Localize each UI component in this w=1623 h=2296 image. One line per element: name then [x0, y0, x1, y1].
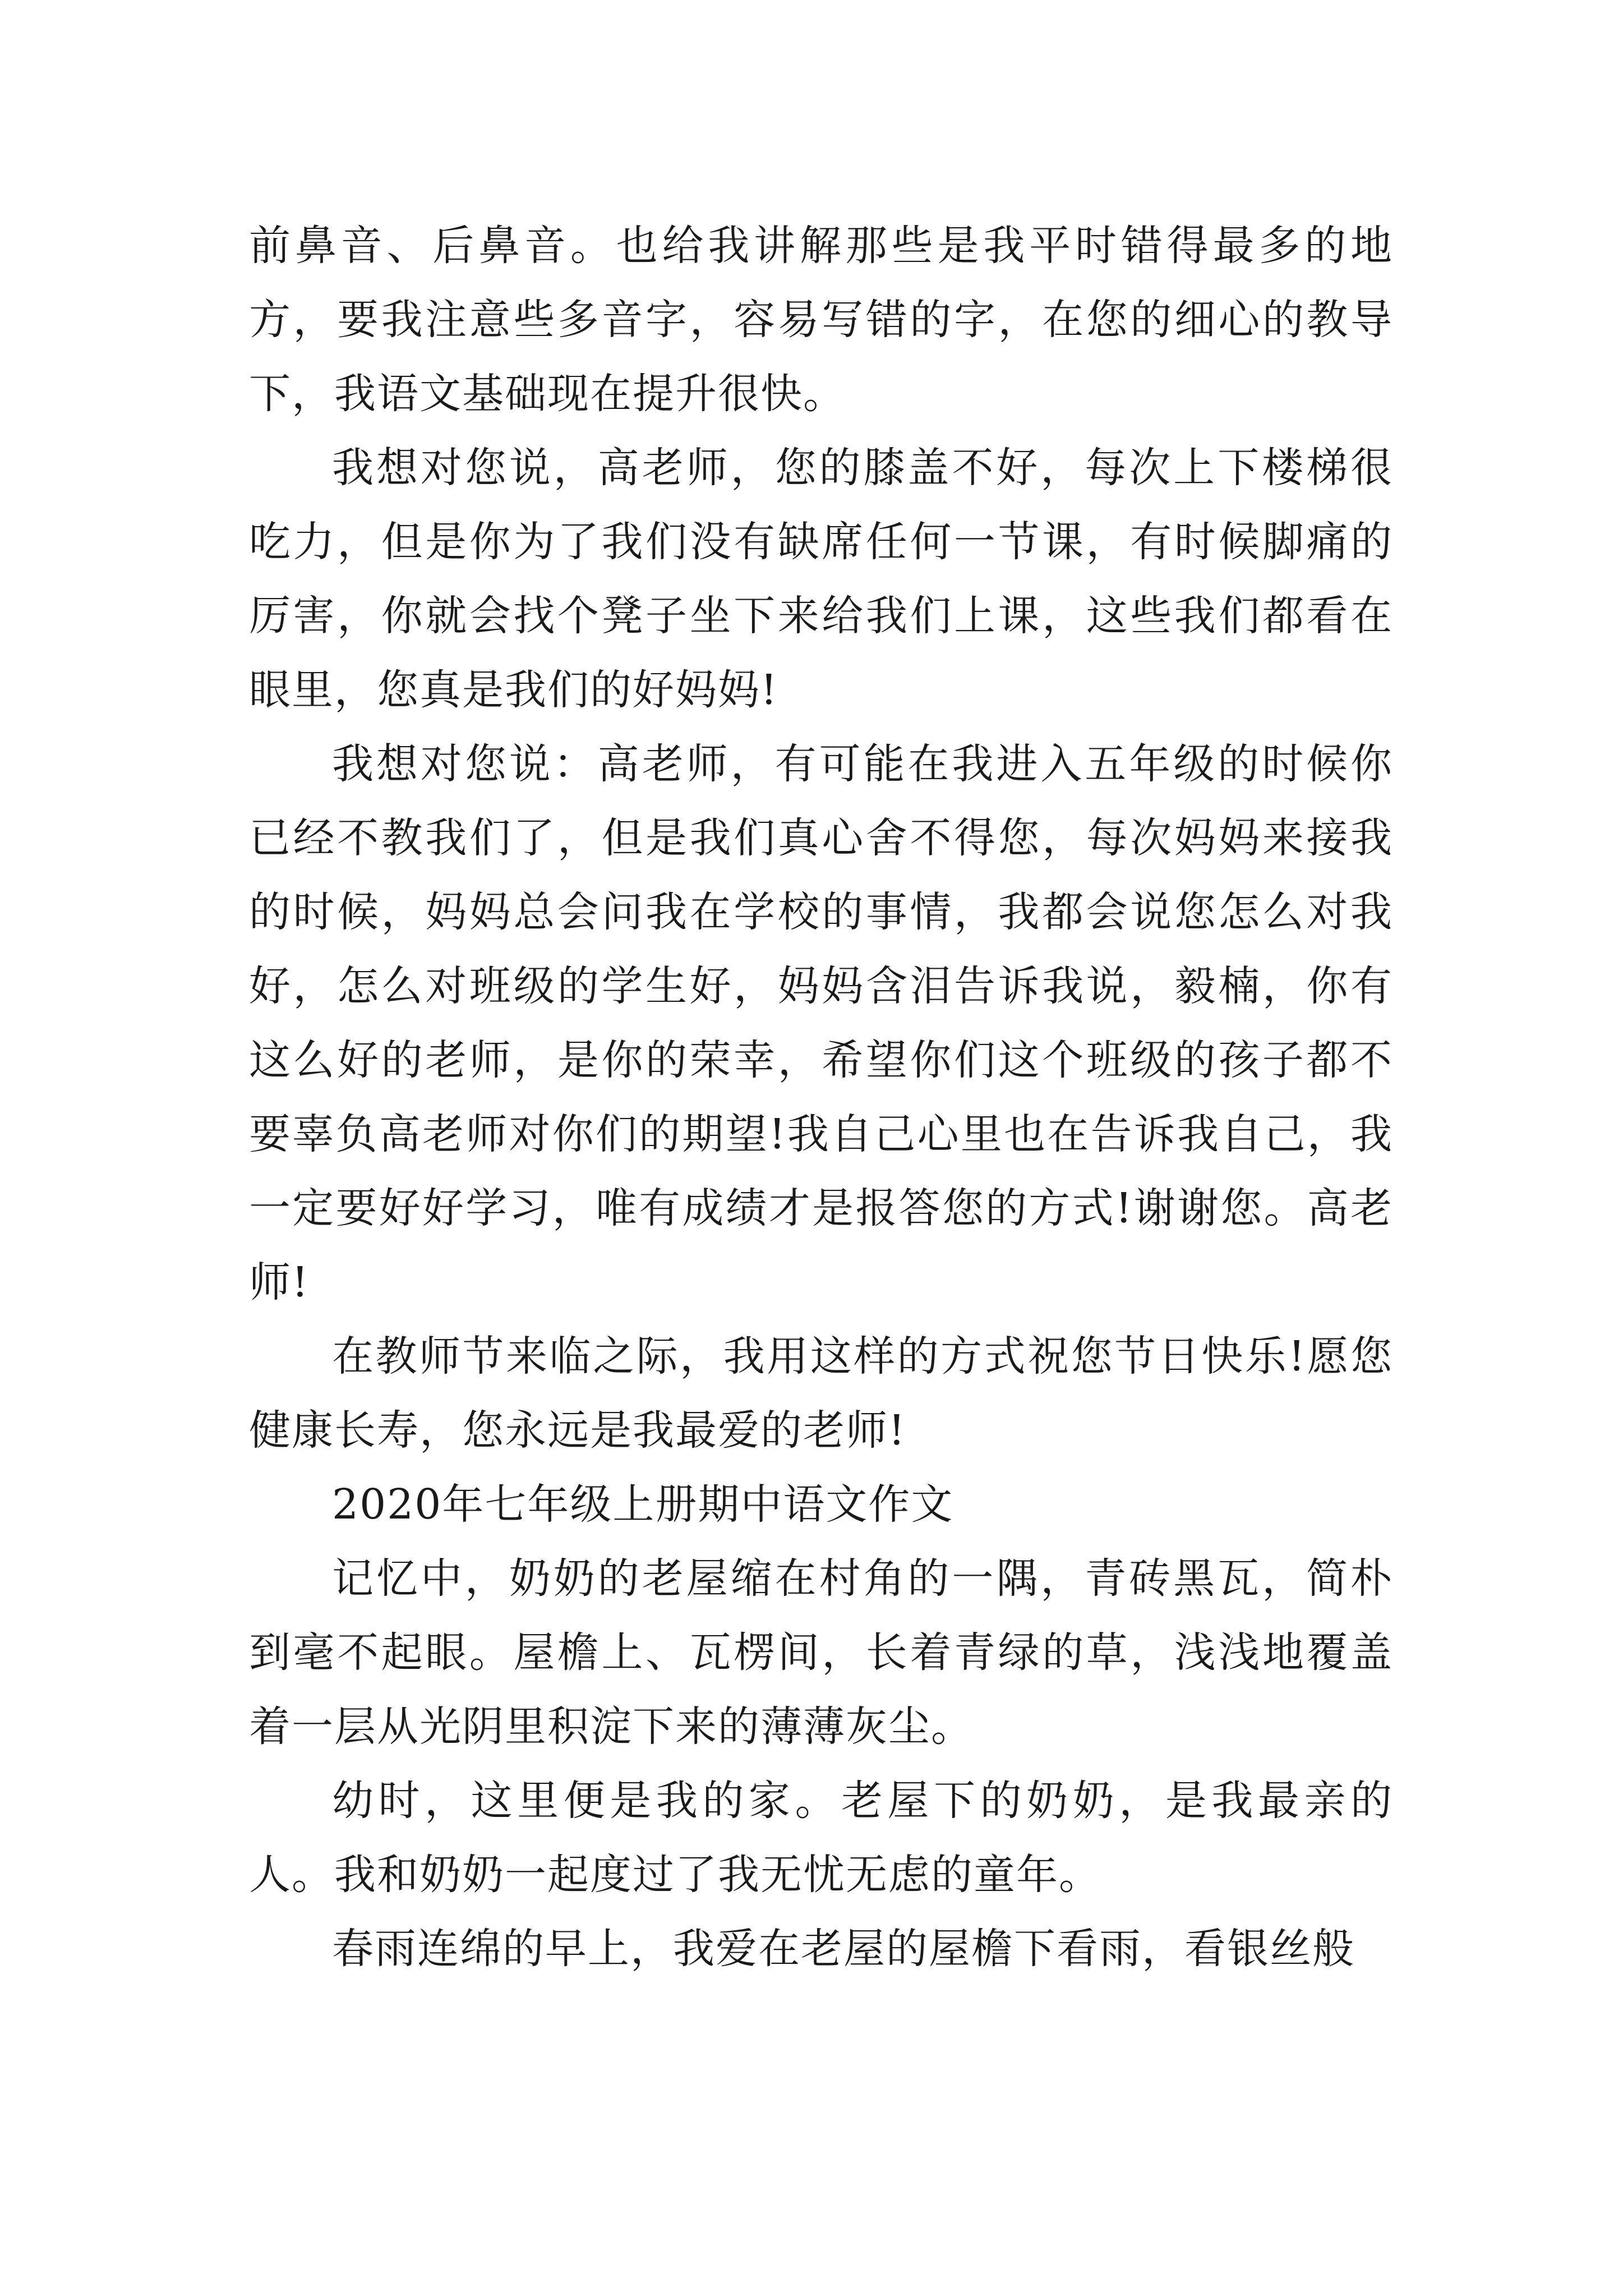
paragraph-continued: 前鼻音、后鼻音。也给我讲解那些是我平时错得最多的地方，要我注意些多音字，容易写错的字，在您的细心的教导下，我语文基础现在提升很快。 — [249, 222, 1393, 418]
paragraph: 在教师节来临之际，我用这样的方式祝您节日快乐!愿您健康长寿，您永远是我最爱的老师! — [249, 1332, 1393, 1455]
paragraph: 春雨连绵的早上，我爱在老屋的屋檐下看雨，看银丝般 — [332, 1925, 1355, 1973]
paragraph: 记忆中，奶奶的老屋缩在村角的一隅，青砖黑瓦，简朴到毫不起眼。屋檐上、瓦楞间，长着青绿的草，浅浅地覆盖着一层从光阴里积淀下来的薄薄灰尘。 — [249, 1554, 1393, 1751]
paragraph: 我想对您说：高老师，有可能在我进入五年级的时候你已经不教我们了，但是我们真心舍不得您，每次妈妈来接我的时候，妈妈总会问我在学校的事情，我都会说您怎么对我好，怎么对班级的学生好，妈妈含泪告诉我说，毅楠，你有这么好的老师，是你的荣幸，希望你们这个班级的孩子都不要辜负高老师对你们的期望!我自己心里也在告诉我自己，我一定要好好学习，唯有成绩才是报答您的方式!谢谢您。高老师! — [249, 740, 1393, 1306]
paragraph: 幼时，这里便是我的家。老屋下的奶奶，是我最亲的人。我和奶奶一起度过了我无忧无虑的童年。 — [249, 1777, 1393, 1899]
essay-title: 2020年七年级上册期中语文作文 — [332, 1480, 954, 1529]
paragraph: 我想对您说，高老师，您的膝盖不好，每次上下楼梯很吃力，但是你为了我们没有缺席任何一节课，有时候脚痛的厉害，你就会找个凳子坐下来给我们上课，这些我们都看在眼里，您真是我们的好妈妈! — [249, 444, 1393, 714]
essay-body — [249, 209, 1393, 1986]
